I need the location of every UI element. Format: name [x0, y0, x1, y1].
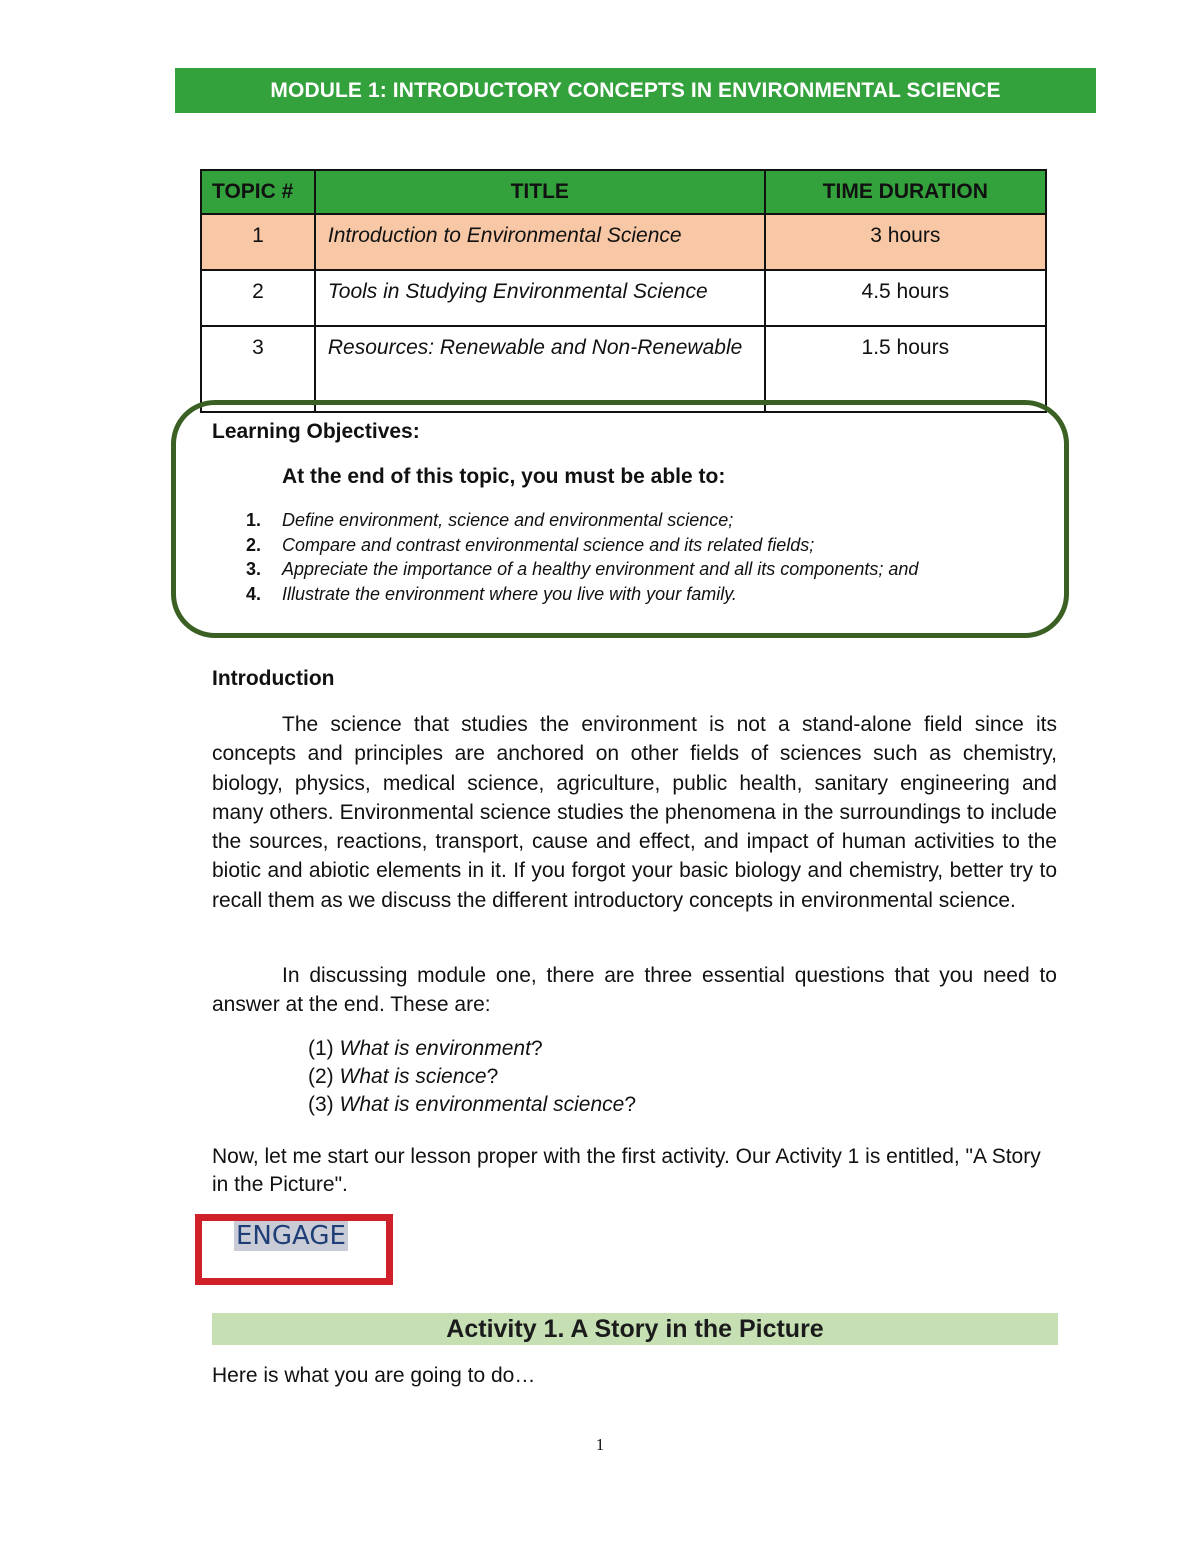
header-time-duration: TIME DURATION — [765, 170, 1046, 214]
topic-number: 1 — [201, 214, 315, 270]
activity-instructions-lead: Here is what you are going to do… — [212, 1364, 536, 1387]
item-number: 4. — [246, 583, 262, 604]
question-text: What is environmental science — [339, 1093, 625, 1116]
essential-questions-list — [308, 1035, 636, 1119]
item-text: Compare and contrast environmental science and its related fields; — [282, 534, 815, 555]
header-topic-number: TOPIC # — [201, 170, 315, 214]
topic-duration: 3 hours — [765, 214, 1046, 270]
essential-questions-paragraph: In discussing module one, there are three essential questions that you need to answer at the end. These are: — [212, 964, 1057, 1017]
learning-objectives-list — [212, 508, 918, 606]
item-number: 2. — [246, 534, 262, 555]
learning-objectives-lead: At the end of this topic, you must be able to: — [282, 465, 726, 488]
activity-intro-paragraph: Now, let me start our lesson proper with the first activity. Our Activity 1 is entitled, "A Story in the Picture". — [212, 1145, 1041, 1196]
table-row — [201, 270, 1046, 326]
question-number: (3) — [308, 1093, 334, 1116]
activity-title-bar — [212, 1313, 1058, 1345]
question-mark: ? — [624, 1093, 636, 1116]
topic-title: Resources: Renewable and Non-Renewable — [315, 326, 765, 412]
list-item — [308, 1091, 636, 1119]
table-header-row — [201, 170, 1046, 214]
topic-number: 2 — [201, 270, 315, 326]
list-item — [212, 582, 918, 607]
question-text: What is environment — [339, 1037, 531, 1060]
list-item — [308, 1035, 636, 1063]
page-number: 1 — [595, 1435, 605, 1454]
item-text: Appreciate the importance of a healthy environment and all its components; and — [282, 559, 919, 579]
learning-objectives-heading: Learning Objectives: — [212, 420, 420, 443]
question-mark: ? — [530, 1037, 543, 1060]
topic-number: 3 — [201, 326, 315, 412]
introduction-paragraph: The science that studies the environment is not a stand-alone field since its concepts and principles are anchored on other fields of sciences such as chemistry, biology, physics, medical science, agriculture, public health, sanitary engineering and many others. Environmental science studies the phenomena in the surroundings to include the sources, reactions, transport, cause and effect, and impact of human activities to the biotic and abiotic elements in it. If you forgot your basic biology and chemistry, better try to recall them as we discuss the different introductory concepts in environmental science. — [212, 713, 1057, 912]
item-text: Illustrate the environment where you live with your family. — [282, 583, 737, 604]
question-text: What is science — [339, 1065, 487, 1088]
item-text: Define environment, science and environmental science; — [282, 510, 734, 530]
list-item — [212, 533, 918, 558]
item-number: 3. — [246, 559, 262, 579]
question-mark: ? — [486, 1065, 499, 1088]
topic-title: Tools in Studying Environmental Science — [315, 270, 765, 326]
module-banner: MODULE 1: INTRODUCTORY CONCEPTS IN ENVIRONMENTAL SCIENCE — [175, 68, 1096, 113]
list-item — [212, 557, 918, 582]
introduction-heading: Introduction — [212, 667, 335, 690]
topic-duration: 4.5 hours — [765, 270, 1046, 326]
header-title: TITLE — [315, 170, 765, 214]
question-number: (2) — [308, 1065, 334, 1088]
table-row — [201, 214, 1046, 270]
topic-duration: 1.5 hours — [765, 326, 1046, 412]
item-number: 1. — [246, 510, 262, 530]
activity-title: Activity 1. A Story in the Picture — [446, 1314, 824, 1343]
list-item — [212, 508, 918, 533]
topics-table — [200, 169, 1047, 413]
list-item — [308, 1063, 636, 1091]
question-number: (1) — [308, 1037, 334, 1060]
topic-title: Introduction to Environmental Science — [315, 214, 765, 270]
engage-label: ENGAGE — [236, 1221, 346, 1251]
